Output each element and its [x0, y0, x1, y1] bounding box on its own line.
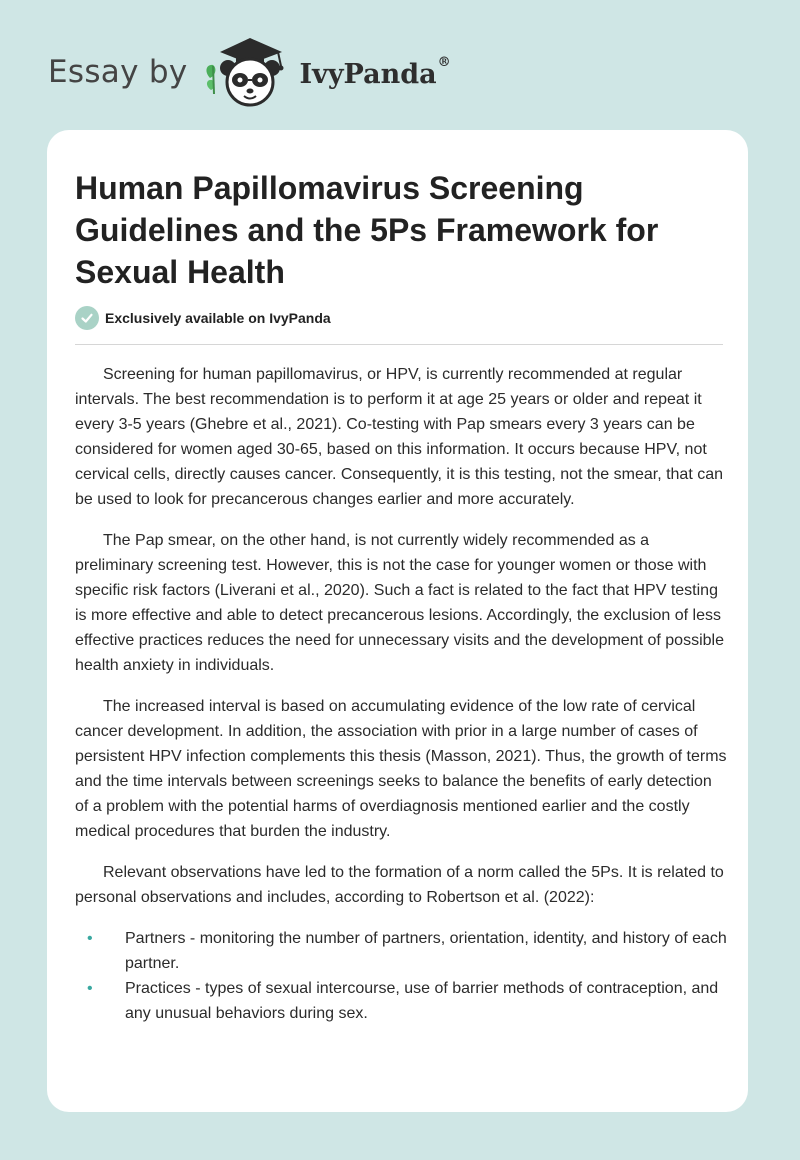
essay-title: Human Papillomavirus Screening Guidelines and the 5Ps Framework for Sexual Health — [75, 170, 659, 290]
essay-by-label: Essay by — [48, 54, 188, 90]
registered-mark: ® — [437, 54, 451, 70]
check-circle-icon — [75, 306, 99, 330]
exclusive-label: Exclusively available on IvyPanda — [105, 310, 331, 326]
paragraph: Screening for human papillomavirus, or HPV, is currently recommended at regular intervals. The best recommendation is to perform it at age 25 years or older and repeat it every 3-5 years (Ghebre et al., 2021). Co-testing with Pap smears every 3 years can be considered for women aged 30-65, based on this information. It occurs because HPV, not cervical cells, directly causes cancer. Consequently, it is this testing, not the smear, that can be used to look for precancerous changes earlier and more accurately. — [75, 366, 724, 508]
list-item-text: Practices - types of sexual intercourse, use of barrier methods of contraception, and any unusual behaviors during sex. — [125, 980, 719, 1022]
bullet-icon: • — [87, 930, 93, 947]
five-ps-list — [75, 926, 727, 1026]
brand-name: IvyPanda® — [299, 54, 451, 90]
bullet-icon: • — [87, 980, 93, 997]
paragraph: The Pap smear, on the other hand, is not currently widely recommended as a preliminary screening test. However, this is not the case for younger women or those with specific risk factors (Liverani et al., 2020). Such a fact is related to the fact that HPV testing is more effective and able to detect precancerous lesions. Accordingly, the exclusion of less effective practices reduces the need for unnecessary visits and the development of possible health anxiety in individuals. — [75, 532, 724, 674]
exclusive-badge — [75, 306, 331, 330]
list-item — [87, 976, 727, 1026]
ivypanda-logo[interactable] — [202, 32, 451, 113]
panda-mascot-icon — [202, 32, 294, 113]
paragraph: Relevant observations have led to the formation of a norm called the 5Ps. It is related to personal observations and includes, according to Robertson et al. (2022): — [75, 864, 724, 906]
divider — [75, 344, 723, 345]
essay-card — [47, 130, 748, 1112]
list-item — [87, 926, 727, 976]
paragraph: The increased interval is based on accumulating evidence of the low rate of cervical cancer development. In addition, the association with prior in a large number of cases of persistent HPV infection complements this thesis (Masson, 2021). Thus, the growth of terms and the time intervals between screenings seeks to balance the benefits of early detection of a problem with the potential harms of overdiagnosis mentioned earlier and the costly medical procedures that burden the industry. — [75, 698, 727, 840]
essay-body — [75, 362, 727, 1026]
list-item-text: Partners - monitoring the number of partners, orientation, identity, and history of each partner. — [125, 930, 727, 972]
site-header — [48, 34, 451, 110]
